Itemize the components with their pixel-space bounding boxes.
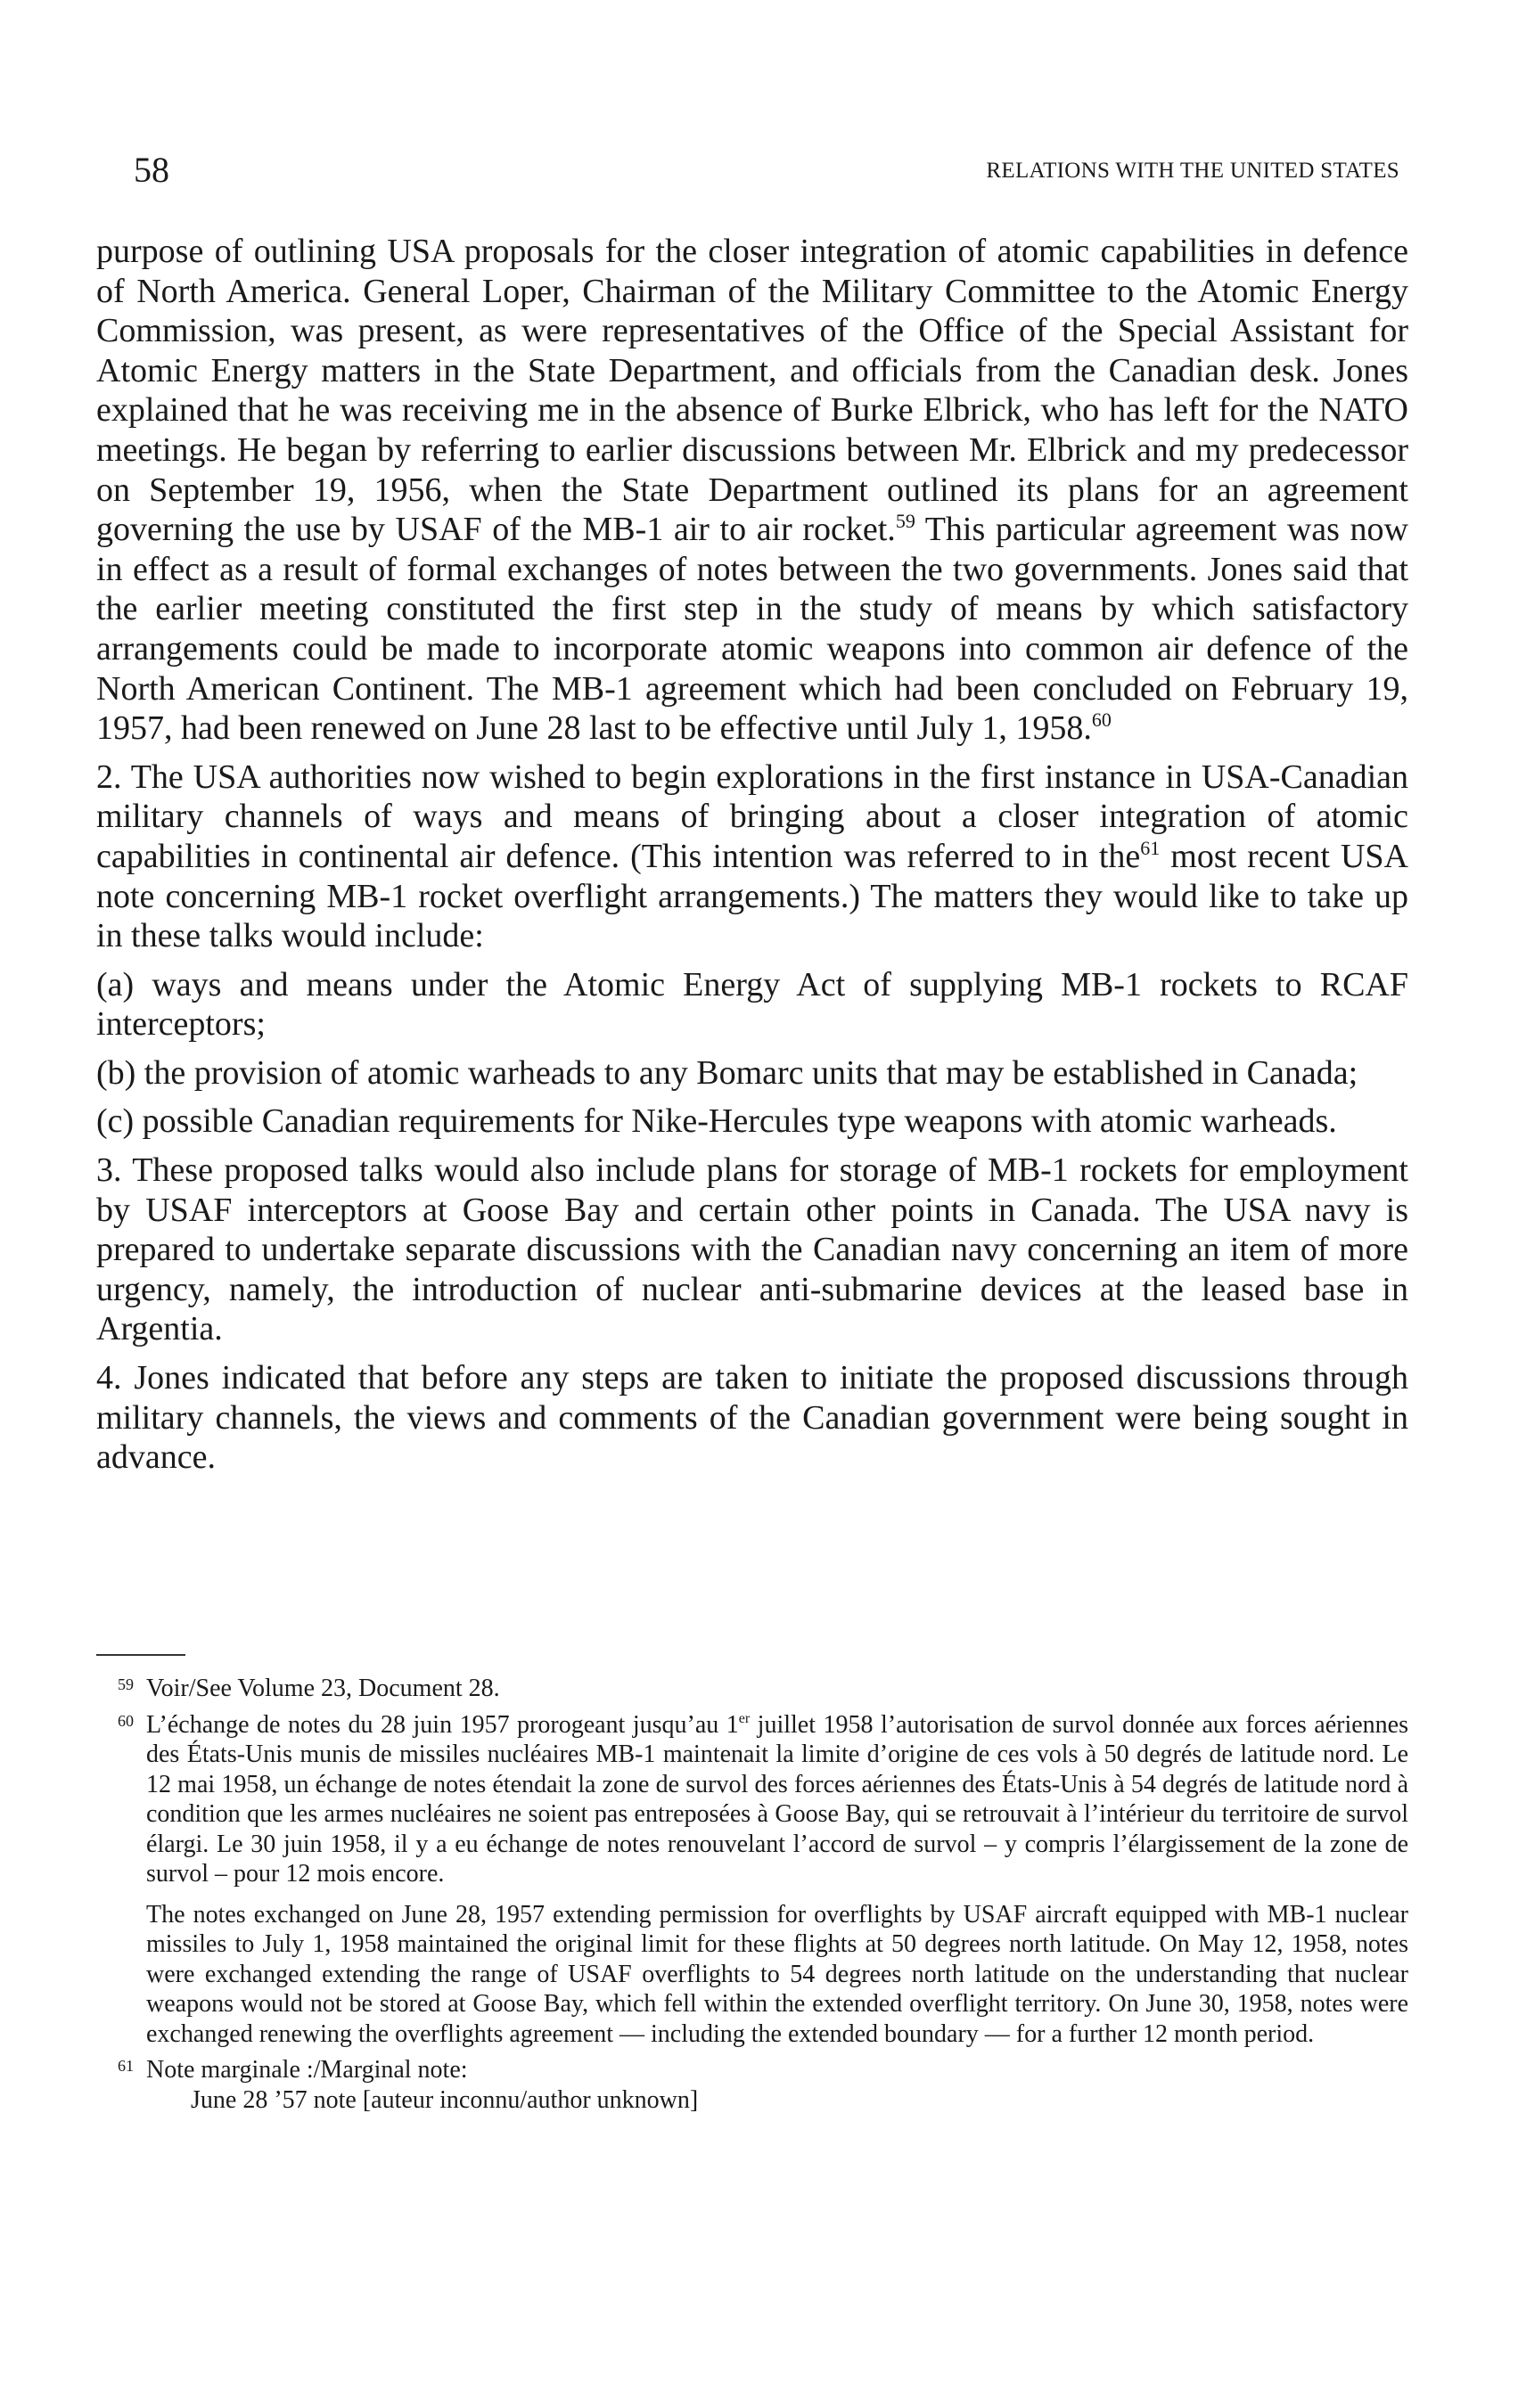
- footnote-ref-61: 61: [1140, 836, 1161, 859]
- footnote-61-marginal-note: June 28 ’57 note [auteur inconnu/author unknown]: [191, 2085, 699, 2114]
- paragraph-4: 4. Jones indicated that before any steps are taken to initiate the proposed discussions through military channels, the views and comments of the Canadian government were being sought in advance.: [96, 1359, 1408, 1477]
- page-header: [134, 148, 1399, 192]
- footnote-marker-59: 59: [118, 1675, 134, 1693]
- footnotes: [96, 1674, 1408, 2121]
- list-item-a: (a) ways and means under the Atomic Energy Act of supplying MB-1 rockets to RCAF interceptors;: [96, 965, 1408, 1044]
- footnote-60-superscript: er: [738, 1710, 751, 1726]
- footnote-61-text: Note marginale :/Marginal note:: [146, 2056, 468, 2084]
- paragraph-1-part-a: purpose of outlining USA proposals for the closer integration of atomic capabilities in defence of North America. General Loper, Chairman of the Military Committee to the Atomic Energy Commission, was present, as were representatives of the Office of the Special Assistant for Atomic Energy matters in the State Department, and officials from the Canadian desk. Jones explained that he was receiving me in the absence of Burke Elbrick, who has left for the NATO meetings. He began by referring to earlier discussions between Mr. Elbrick and my predecessor on September 19, 1956, when the State Department outlined its plans for an agreement governing the use by USAF of the MB-1 air to air rocket.: [96, 233, 1408, 549]
- paragraph-2: [96, 758, 1408, 956]
- footnote-61: [96, 2055, 1408, 2115]
- footnote-59-text: Voir/See Volume 23, Document 28.: [146, 1675, 500, 1702]
- footnote-60-french: [146, 1710, 1408, 1889]
- footnote-marker-61: 61: [118, 2057, 134, 2075]
- paragraph-2-part-b: most recent USA note concerning MB-1 rocket overflight arrangements.) The matters they would like to take up in these talks would include:: [96, 837, 1408, 955]
- footnote-60-english: The notes exchanged on June 28, 1957 extending permission for overflights by USAF aircraft equipped with MB-1 nuclear missiles to July 1, 1958 maintained the original limit for these flights at 50 degrees north latitude. On May 12, 1958, notes were exchanged extending the range of USAF overflights to 54 degrees north latitude on the understanding that nuclear weapons would not be stored at Goose Bay, which fell within the extended overflight territory. On June 30, 1958, notes were exchanged renewing the overflights agreement — including the extended boundary — for a further 12 month period.: [146, 1900, 1408, 2048]
- footnote-60: [96, 1710, 1408, 2050]
- list-item-c: (c) possible Canadian requirements for Nike-Hercules type weapons with atomic warheads.: [96, 1102, 1337, 1141]
- footnote-59: [96, 1674, 1408, 1704]
- list-item-b: (b) the provision of atomic warheads to any Bomarc units that may be established in Canada;: [96, 1053, 1358, 1092]
- paragraph-1-part-b: This particular agreement was now in effect as a result of formal exchanges of notes between the two governments. Jones said that the earlier meeting constituted the first step in the study of means by which satisfactory arrangements could be made to incorporate atomic weapons into common air defence of the North American Continent. The MB-1 agreement which had been concluded on February 19, 1957, had been renewed on June 28 last to be effective until July 1, 1958.: [96, 511, 1408, 748]
- paragraph-3: 3. These proposed talks would also include plans for storage of MB-1 rockets for employment by USAF interceptors at Goose Bay and certain other points in Canada. The USA navy is prepared to undertake separate discussions with the Canadian navy concerning an item of more urgency, namely, the introduction of nuclear anti-submarine devices at the leased base in Argentia.: [96, 1151, 1408, 1348]
- page-number: 58: [134, 150, 169, 190]
- footnote-ref-59: 59: [895, 510, 915, 533]
- footnote-60-french-part-a: L’échange de notes du 28 juin 1957 prorogeant jusqu’au 1: [146, 1710, 739, 1739]
- paragraph-2-part-a: 2. The USA authorities now wished to begin explorations in the first instance in USA-Canadian military channels of ways and means of bringing about a closer integration of atomic capabilities in continental air defence. (This intention was referred to in the: [96, 758, 1408, 875]
- footnote-divider: [96, 1654, 185, 1656]
- running-title: RELATIONS WITH THE UNITED STATES: [986, 159, 1399, 183]
- footnote-ref-60: 60: [1091, 708, 1112, 732]
- main-text: [96, 232, 1408, 1487]
- footnote-60-french-part-b: juillet 1958 l’autorisation de survol donnée aux forces aériennes des États-Unis munis de missiles nucléaires MB-1 maintenait la limite d’origine de ces vols à 50 degrés de latitude nord. Le 12 mai 1958, un échange de notes étendait la zone de survol des forces aériennes des États-Unis à 54 degrés de latitude nord à condition que les armes nucléaires ne soient pas entreposées à Goose Bay, qui se retrouvait à l’intérieur du territoire de survol élargi. Le 30 juin 1958, il y a eu échange de notes renouvelant l’accord de survol – y compris l’élargissement de la zone de survol – pour 12 mois encore.: [146, 1710, 1408, 1888]
- paragraph-1: [96, 232, 1408, 749]
- footnote-marker-60: 60: [118, 1711, 134, 1730]
